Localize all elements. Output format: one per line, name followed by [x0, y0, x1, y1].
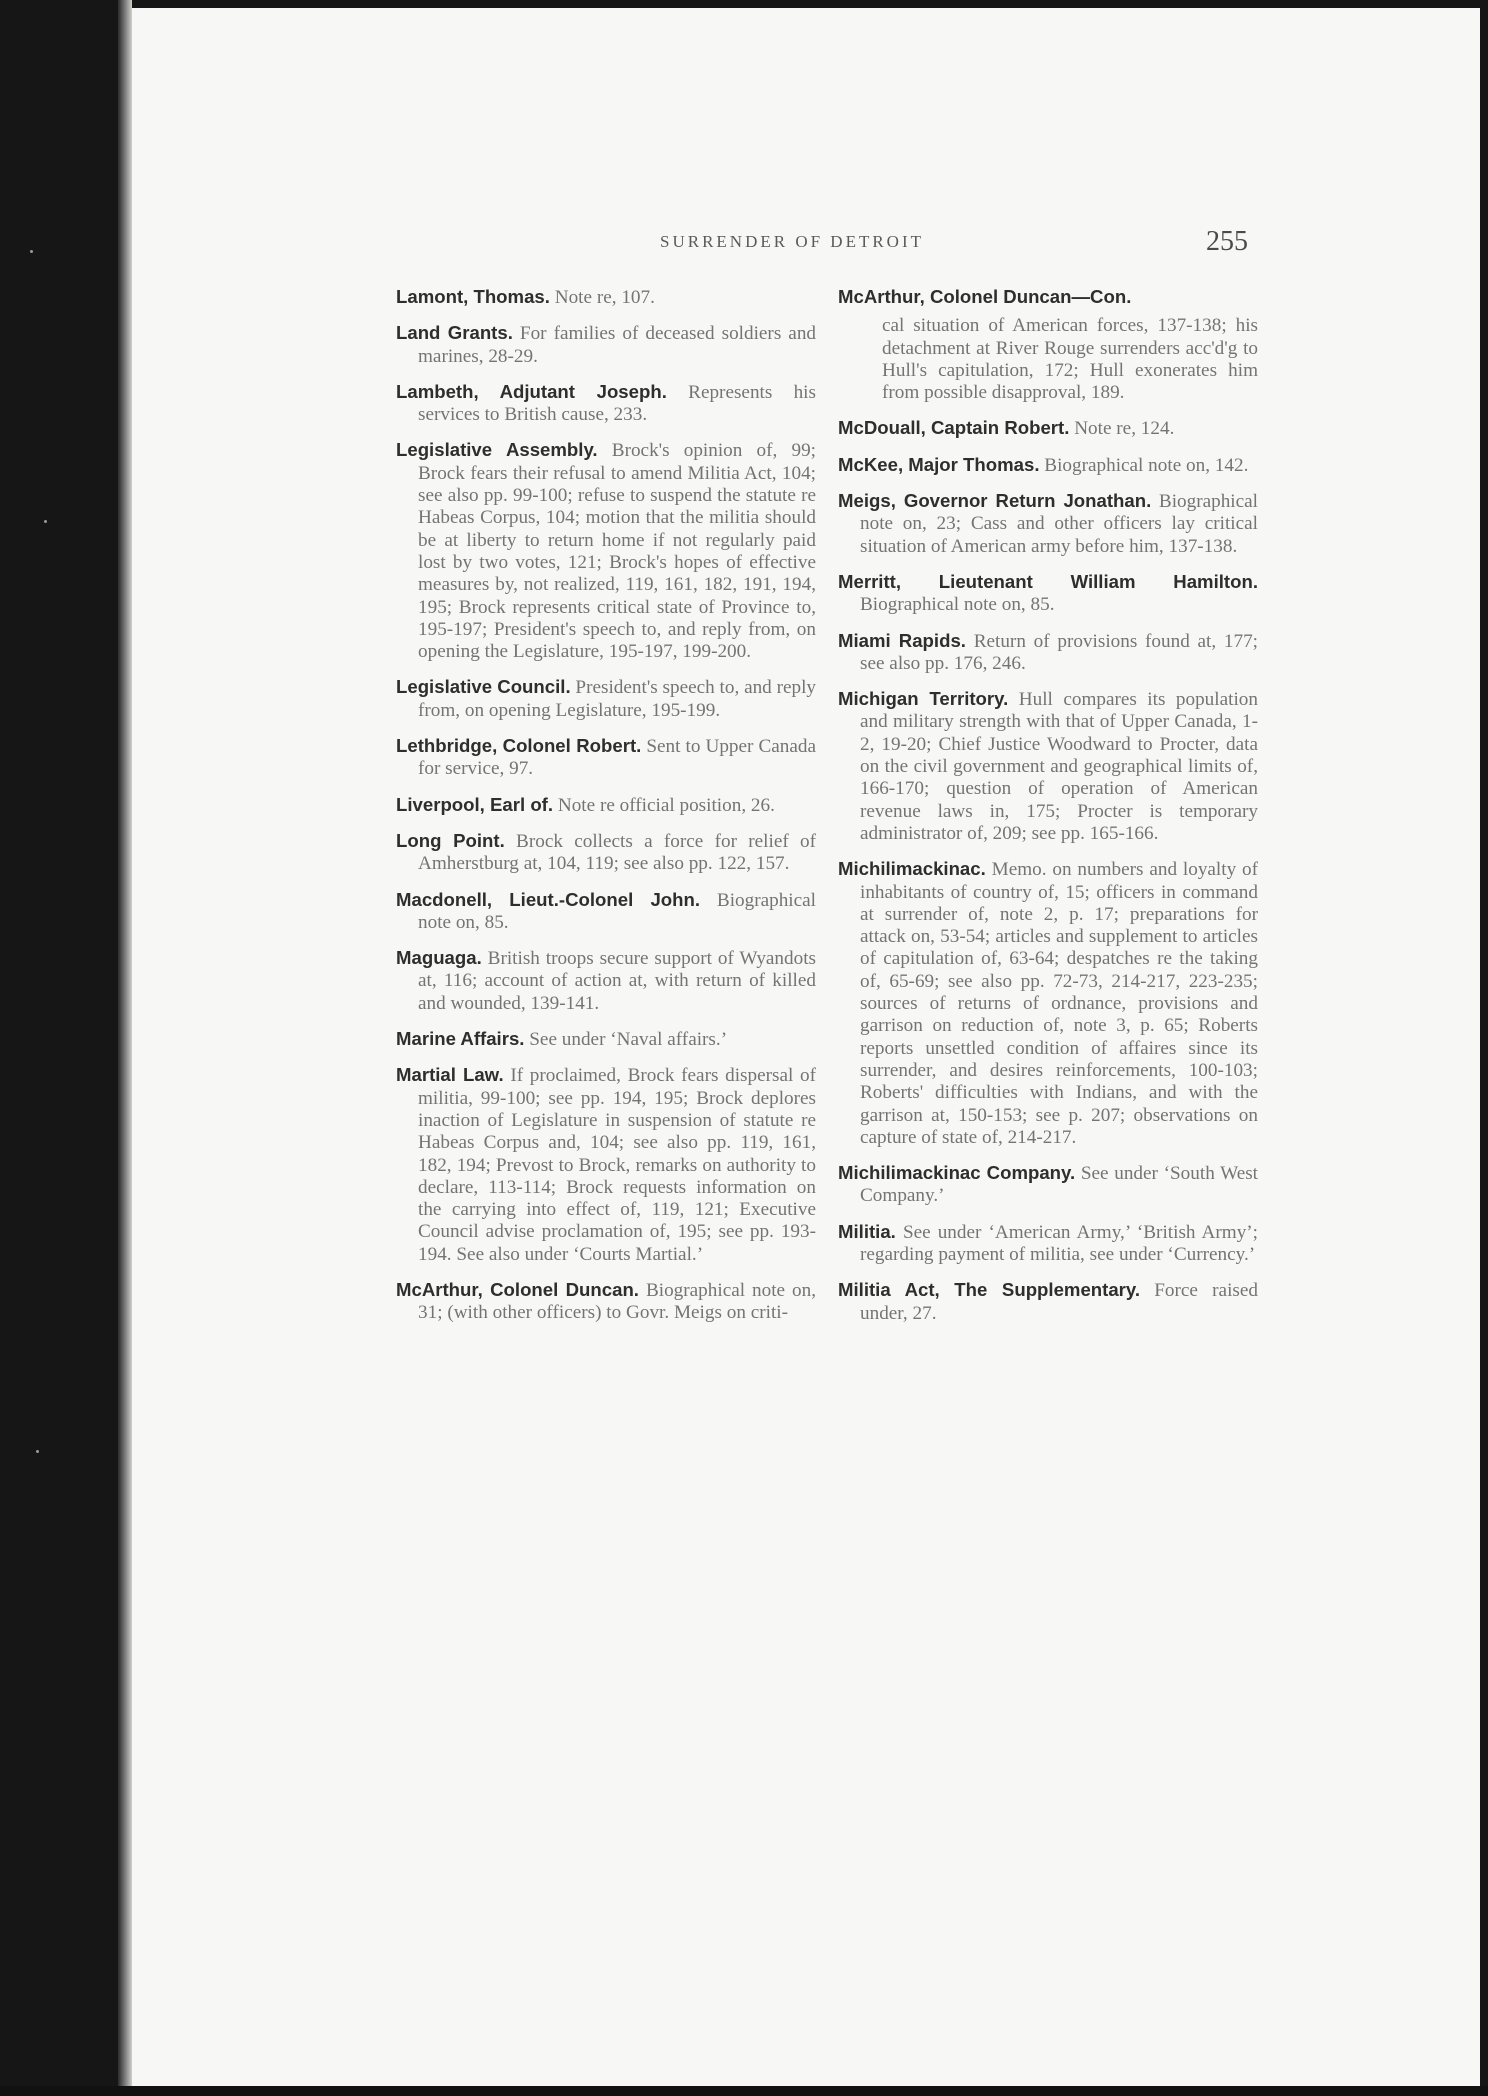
index-entry — [396, 794, 816, 817]
index-entry — [838, 688, 1258, 845]
index-entry — [838, 630, 1258, 676]
index-text: Represents his services to British cause, 233. — [418, 381, 816, 426]
index-entry — [396, 286, 816, 309]
book-spine-shadow — [118, 0, 132, 2096]
index-entry — [838, 490, 1258, 558]
index-heading: Legislative Assembly. — [396, 439, 598, 461]
index-heading: Merritt, Lieutenant William Hamilton. — [838, 570, 1258, 592]
index-heading: Liverpool, Earl of. — [396, 793, 554, 815]
index-entry — [396, 439, 816, 663]
index-entry — [838, 417, 1258, 440]
index-entry — [396, 889, 816, 935]
index-entry — [838, 1221, 1258, 1267]
index-heading: Michilimackinac. — [838, 858, 986, 880]
index-heading: Miami Rapids. — [838, 629, 966, 651]
index-heading: Militia Act, The Supplementary. — [838, 1279, 1141, 1301]
index-text: See under ‘South West Company.’ — [860, 1163, 1259, 1207]
index-text: See under ‘Naval affairs.’ — [529, 1029, 728, 1051]
index-entry — [396, 1279, 816, 1325]
index-entry — [838, 286, 1258, 404]
index-entry — [396, 1064, 816, 1266]
scan-speck — [30, 250, 33, 253]
index-text: Biographical note on, 31; (with other officers) to Govr. Meigs on criti- — [418, 1279, 817, 1324]
index-heading: Long Point. — [396, 829, 505, 851]
index-entry — [838, 454, 1258, 477]
index-heading: McKee, Major Thomas. — [838, 453, 1040, 475]
index-text: Memo. on numbers and loyalty of inhabitants of country of, 15; officers in command at surrender of, note 2, p. 17; preparations for attack on, 53-54; articles and supplement to articles of capitulation of, 63-64; despatches re the taking of, 65-69; see also pp. 72-73, 214-217, 223-235; sources of returns of ordnance, provisions and garrison on reduction of, note 3, p. 65; Roberts reports unsettled condition of affaires since its surrender, and desires reinforcements, 100-103; Roberts' difficulties with Indians, and with the garrison at, 150-153; see p. 207; observations on capture of state of, 214-217. — [860, 859, 1259, 1148]
index-heading: Lethbridge, Colonel Robert. — [396, 735, 642, 757]
index-text: Sent to Upper Canada for service, 97. — [418, 736, 816, 780]
index-entry — [396, 676, 816, 722]
index-heading: Land Grants. — [396, 322, 513, 344]
index-text: Note re official position, 26. — [557, 794, 775, 816]
scan-speck — [44, 520, 47, 523]
index-heading: Macdonell, Lieut.-Colonel John. — [396, 888, 701, 910]
index-heading: Maguaga. — [396, 947, 482, 969]
scan-speck — [36, 1450, 39, 1453]
index-entry — [396, 322, 816, 368]
index-heading: Michilimackinac Company. — [838, 1162, 1076, 1184]
index-heading: Lambeth, Adjutant Joseph. — [396, 380, 667, 402]
index-text: Force raised under, 27. — [860, 1280, 1258, 1324]
index-text: British troops secure support of Wyandots at, 116; account of action at, with return of killed and wounded, 139-141. — [418, 948, 817, 1014]
index-entry — [396, 1028, 816, 1051]
index-text: President's speech to, and reply from, on opening Legislature, 195-199. — [418, 677, 816, 721]
index-text: Hull compares its population and military strength with that of Upper Canada, 1-2, 19-20; Chief Justice Woodward to Procter, data on the civil government and geographical limits of, 166-170; question of operation of American revenue laws in, 175; Procter is temporary administrator of, 209; see pp. 165-166. — [860, 689, 1258, 844]
index-heading: Martial Law. — [396, 1064, 504, 1086]
index-column-left — [396, 286, 816, 1338]
index-column-right — [838, 286, 1258, 1338]
index-heading: Lamont, Thomas. — [396, 286, 550, 307]
index-text: For families of deceased soldiers and marines, 28-29. — [418, 323, 817, 367]
index-entry — [396, 381, 816, 427]
index-text: Brock collects a force for relief of Amherstburg at, 104, 119; see also pp. 122, 157. — [418, 830, 816, 875]
index-entry — [838, 858, 1258, 1149]
index-heading: Meigs, Governor Return Jonathan. — [838, 490, 1152, 512]
index-text: Brock's opinion of, 99; Brock fears their refusal to amend Militia Act, 104; see also pp. 99-100; refuse to suspend the statute re Habeas Corpus, 104; motion that the militia should be at liberty to return home if not regularly paid lost by two votes, 121; Brock's hopes of effective measures by, not realized, 119, 161, 182, 191, 194, 195; Brock represents critical state of Province to, 195-197; President's speech to, and reply from, on opening the Legislature, 195-197, 199-200. — [418, 440, 816, 663]
index-text: Biographical note on, 85. — [860, 594, 1055, 616]
index-text: Biographical note on, 85. — [418, 889, 816, 933]
index-entry — [838, 1279, 1258, 1325]
index-text: Note re, 107. — [554, 287, 655, 308]
index-heading: Marine Affairs. — [396, 1028, 525, 1050]
index-text: See under ‘American Army,’ ‘British Army’; regarding payment of militia, see under ‘Currency.’ — [860, 1221, 1259, 1265]
index-text: Return of provisions found at, 177; see also pp. 176, 246. — [860, 630, 1258, 674]
index-text: Note re, 124. — [1074, 418, 1175, 440]
index-heading: Legislative Council. — [396, 676, 571, 698]
running-title: SURRENDER OF DETROIT — [660, 232, 925, 251]
index-heading: McDouall, Captain Robert. — [838, 417, 1070, 439]
index-entry — [396, 830, 816, 876]
scan-bottom-edge — [0, 2086, 1488, 2096]
index-entry — [838, 1162, 1258, 1208]
index-text: If proclaimed, Brock fears dispersal of militia, 99-100; see pp. 194, 195; Brock deplores inaction of Legislature in suspension of statute re Habeas Corpus and, 104; see also pp. 119, 161, 182, 194; Prevost to Brock, remarks on authority to declare, 113-114; Brock requests information on the carrying into effect of, 119, 121; Executive Council advise proclamation of, 195; see pp. 193-194. See also under ‘Courts Martial.’ — [418, 1065, 816, 1265]
index-text: Biographical note on, 142. — [1044, 454, 1249, 476]
index-entry — [396, 947, 816, 1015]
index-heading: Michigan Territory. — [838, 688, 1009, 710]
index-entry — [396, 735, 816, 781]
index-heading: McArthur, Colonel Duncan—Con. — [838, 286, 1132, 307]
index-entry — [838, 571, 1258, 617]
index-heading: Militia. — [838, 1220, 896, 1242]
index-heading: McArthur, Colonel Duncan. — [396, 1278, 639, 1300]
index-text: cal situation of American forces, 137-138; his detachment at River Rouge surrenders acc'd'g to Hull's capitulation, 172; Hull exonerates him from possible disapproval, 189. — [882, 315, 1258, 404]
index-text: Biographical note on, 23; Cass and other officers lay critical situation of American army before him, 137-138. — [860, 491, 1258, 557]
running-head — [660, 228, 1260, 258]
page-number: 255 — [1206, 226, 1248, 257]
